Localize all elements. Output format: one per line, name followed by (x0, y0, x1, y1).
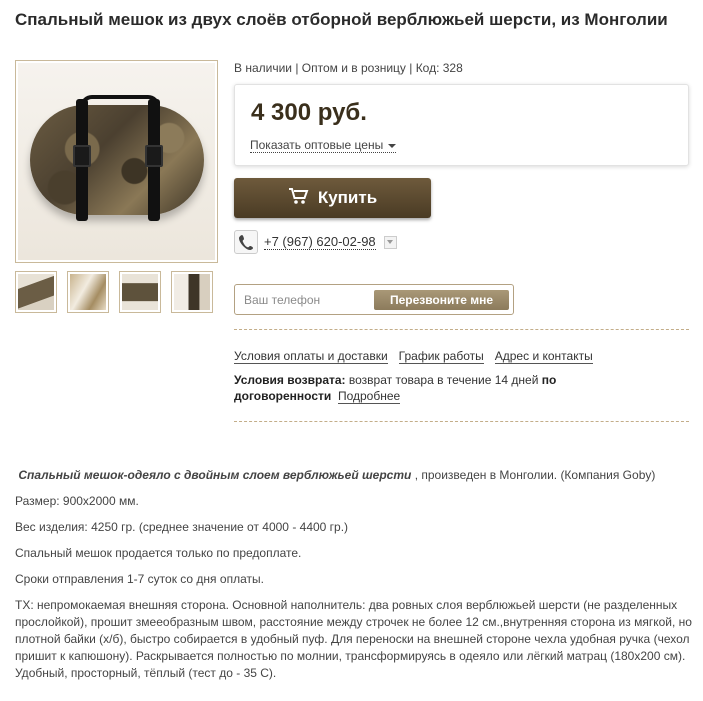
description-shipping: Сроки отправления 1-7 суток со дня оплаты. (15, 572, 264, 586)
divider (234, 329, 689, 330)
return-policy: Условия возврата: возврат товара в течение 14 дней по договоренности Подробнее (234, 373, 557, 403)
phone-number-link[interactable]: +7 (967) 620-02-98 (264, 234, 376, 249)
wholesale-prices-link[interactable]: Показать оптовые цены (250, 138, 396, 153)
return-more-link[interactable]: Подробнее (337, 389, 401, 403)
info-links (234, 349, 593, 364)
divider (234, 421, 689, 422)
thumbnail-1[interactable] (15, 271, 57, 313)
payment-delivery-link[interactable]: Условия оплаты и доставки (234, 349, 388, 363)
thumbnail-gallery (15, 271, 213, 313)
description-specs: ТХ: непромокаемая внешняя сторона. Основной наполнитель: два ровных слоя верблюжьей шерсти (не разделенных прослойкой), прошит змееобразным швом, расстояние между строчек не более 12 см.,внутренняя сторона из мягкой, но плотной байки (х/б), быстро собирается в удобный пуф. Для переноски на внешней стороне чехла удобная ручка (чехол пришит к капюшону). Раскрывается полностью по молнии, трансформируясь в одеяло или лёгкий матрац (180х200 см). Удобный, просторный, тёплый (тест до - 35 С). (15, 598, 692, 680)
buy-button-label: Купить (317, 188, 378, 207)
description-weight: Вес изделия: 4250 гр. (среднее значение от 4000 - 4400 гр.) (15, 520, 349, 534)
phone-input[interactable] (239, 289, 369, 310)
phone-dropdown-toggle[interactable] (384, 236, 397, 249)
price-box (234, 84, 689, 166)
thumbnail-4[interactable] (171, 271, 213, 313)
callback-form (234, 284, 514, 315)
cart-icon (288, 187, 310, 210)
schedule-link[interactable]: График работы (398, 349, 484, 363)
buy-button[interactable] (234, 178, 431, 218)
caret-down-icon (388, 144, 396, 148)
price: 4 300 руб. (251, 99, 367, 126)
thumbnail-2[interactable] (67, 271, 109, 313)
phone-icon (234, 230, 258, 254)
phone-row (234, 230, 397, 254)
callback-button[interactable]: Перезвоните мне (374, 290, 509, 310)
page-title: Спальный мешок из двух слоёв отборной верблюжьей шерсти, из Монголии (15, 10, 668, 29)
description-lead: Спальный мешок-одеяло с двойным слоем верблюжьей шерсти , произведен в Монголии. (Компания Goby) (18, 468, 656, 482)
description-prepay: Спальный мешок продается только по предоплате. (15, 546, 302, 560)
address-contacts-link[interactable]: Адрес и контакты (494, 349, 593, 363)
chevron-down-icon (387, 240, 393, 244)
description-size: Размер: 900х2000 мм. (15, 494, 139, 508)
main-product-image[interactable] (15, 60, 218, 263)
availability-info: В наличии | Оптом и в розницу | Код: 328 (234, 61, 463, 75)
thumbnail-3[interactable] (119, 271, 161, 313)
product-description (15, 467, 693, 691)
sleeping-bag-illustration (30, 105, 204, 215)
